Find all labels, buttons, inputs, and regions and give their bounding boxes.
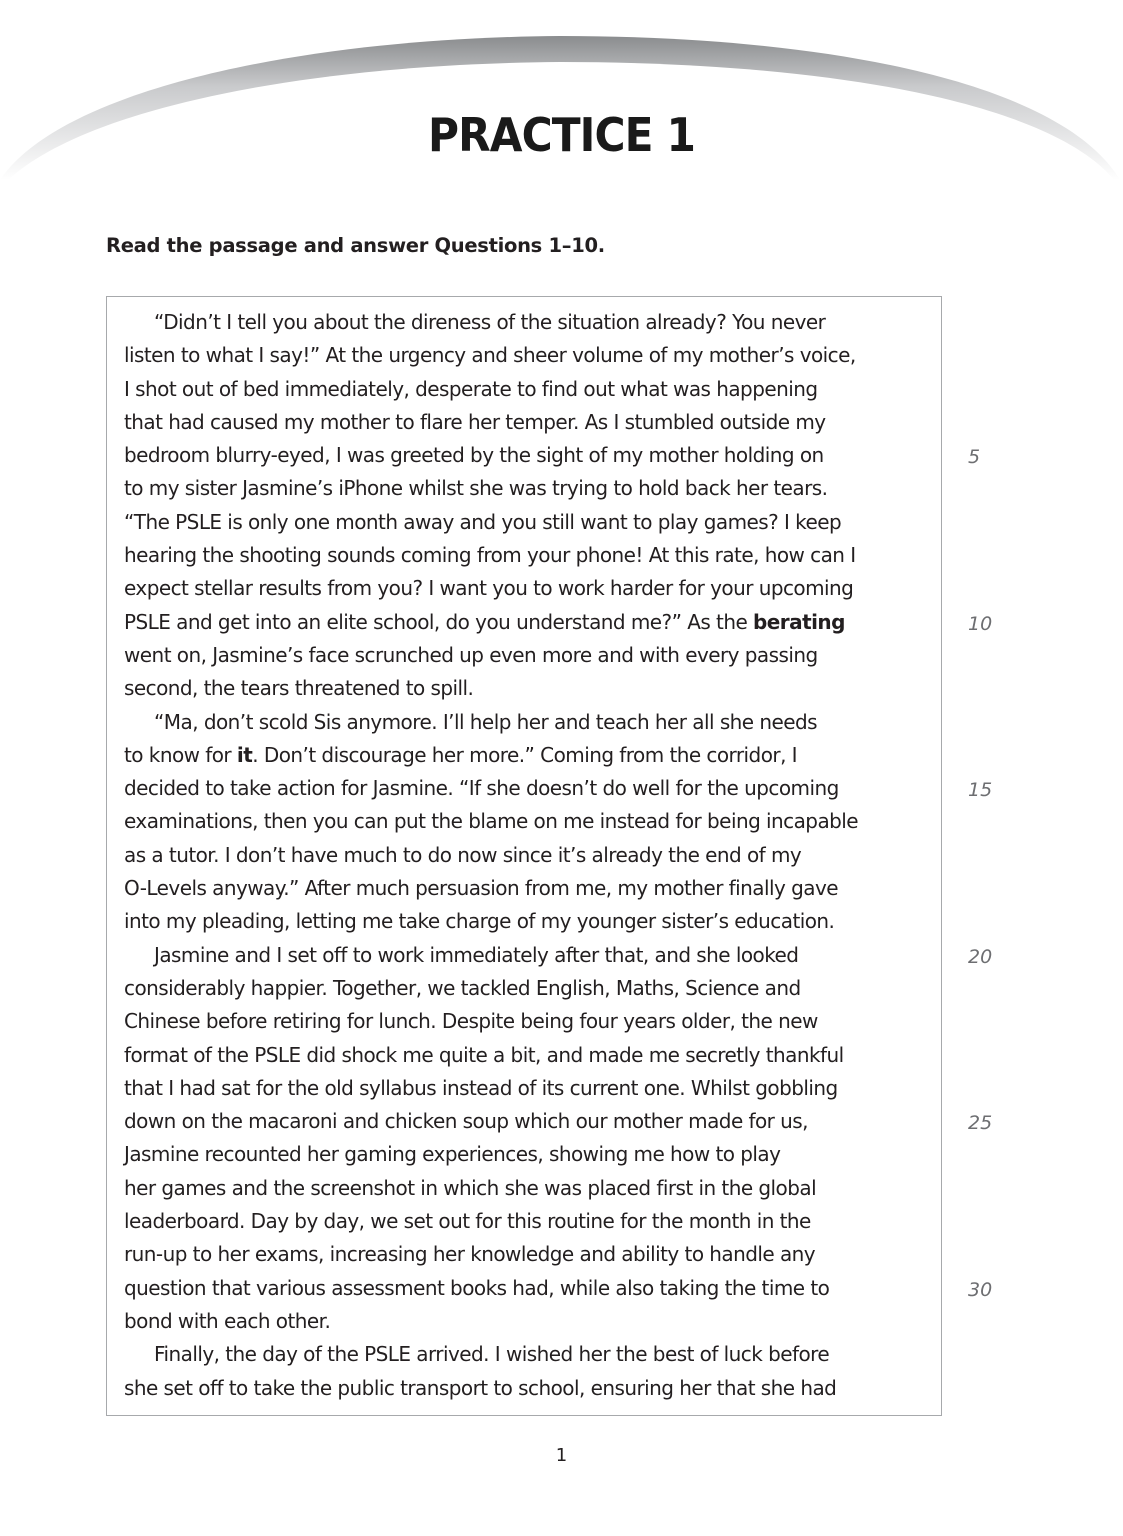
page-number: 1 xyxy=(555,1445,568,1466)
passage-line xyxy=(124,1138,934,1171)
page-title: PRACTICE 1 xyxy=(427,108,695,162)
line-text: bedroom blurry-eyed, I was greeted by the sight of my mother holding on xyxy=(124,443,824,468)
line-text: hearing the shooting sounds coming from your phone! At this rate, how can I xyxy=(124,543,856,568)
line-text: O-Levels anyway.” After much persuasion from me, my mother finally gave xyxy=(124,876,838,901)
passage-line xyxy=(124,1005,934,1038)
line-text: to my sister Jasmine’s iPhone whilst she was trying to hold back her tears. xyxy=(124,476,828,501)
line-number: 25 xyxy=(968,1112,993,1135)
passage-line xyxy=(124,1039,934,1072)
passage-line xyxy=(124,739,934,772)
line-number: 20 xyxy=(968,945,993,968)
passage-line xyxy=(124,373,934,406)
passage-line xyxy=(124,1338,934,1371)
passage-line xyxy=(124,1305,934,1338)
line-text: “Ma, don’t scold Sis anymore. I’ll help her and teach her all she needs xyxy=(154,709,818,734)
line-text: Finally, the day of the PSLE arrived. I wished her the best of luck before xyxy=(154,1342,830,1367)
line-text: Jasmine recounted her gaming experiences, showing me how to play xyxy=(124,1142,781,1167)
passage-line xyxy=(124,805,934,838)
bold-word: it xyxy=(236,742,253,767)
line-text: considerably happier. Together, we tackled English, Maths, Science and xyxy=(124,975,801,1000)
line-text: that had caused my mother to flare her temper. As I stumbled outside my xyxy=(124,409,826,434)
line-text: PSLE and get into an elite school, do you understand me?” As the xyxy=(124,609,754,634)
passage-line xyxy=(124,572,934,605)
passage-line xyxy=(124,972,934,1005)
passage-line xyxy=(124,706,934,739)
passage-line xyxy=(124,1172,934,1205)
passage-line xyxy=(124,672,934,705)
instruction-text: Read the passage and answer Questions 1–10. xyxy=(106,234,605,257)
line-text: as a tutor. I don’t have much to do now since it’s already the end of my xyxy=(124,842,802,867)
line-text: expect stellar results from you? I want you to work harder for your upcoming xyxy=(124,576,854,601)
line-text: bond with each other. xyxy=(124,1308,331,1333)
line-text: to know for xyxy=(124,742,237,767)
line-number: 30 xyxy=(968,1278,993,1301)
line-text: . Don’t discourage her more.” Coming from the corridor, I xyxy=(252,742,798,767)
line-text: run-up to her exams, increasing her knowledge and ability to handle any xyxy=(124,1242,816,1267)
line-text: that I had sat for the old syllabus instead of its current one. Whilst gobbling xyxy=(124,1075,838,1100)
passage-line xyxy=(124,506,934,539)
bold-word: berating xyxy=(753,609,845,634)
line-text: her games and the screenshot in which she was placed first in the global xyxy=(124,1175,817,1200)
line-text: format of the PSLE did shock me quite a bit, and made me secretly thankful xyxy=(124,1042,844,1067)
line-text: listen to what I say!” At the urgency and sheer volume of my mother’s voice, xyxy=(124,343,856,368)
line-number: 5 xyxy=(968,446,981,469)
passage-line xyxy=(124,306,934,339)
line-text: leaderboard. Day by day, we set out for this routine for the month in the xyxy=(124,1209,811,1234)
passage-line xyxy=(124,1105,934,1138)
line-text: Jasmine and I set off to work immediately after that, and she looked xyxy=(154,942,799,967)
passage-text xyxy=(124,306,934,1405)
passage-line xyxy=(124,339,934,372)
passage-line xyxy=(124,905,934,938)
passage-line xyxy=(124,939,934,972)
passage-line xyxy=(124,472,934,505)
line-text: into my pleading, letting me take charge of my younger sister’s education. xyxy=(124,909,835,934)
line-number: 15 xyxy=(968,779,993,802)
line-text: “The PSLE is only one month away and you still want to play games? I keep xyxy=(124,509,842,534)
passage-line xyxy=(124,406,934,439)
passage-line xyxy=(124,839,934,872)
line-text: Chinese before retiring for lunch. Despite being four years older, the new xyxy=(124,1009,818,1034)
passage-line xyxy=(124,1205,934,1238)
passage-line xyxy=(124,1272,934,1305)
passage-line xyxy=(124,539,934,572)
line-text: second, the tears threatened to spill. xyxy=(124,676,474,701)
line-text: she set off to take the public transport to school, ensuring her that she had xyxy=(124,1375,837,1400)
passage-line xyxy=(124,1238,934,1271)
passage-line xyxy=(124,772,934,805)
line-text: decided to take action for Jasmine. “If she doesn’t do well for the upcoming xyxy=(124,776,839,801)
line-text: question that various assessment books had, while also taking the time to xyxy=(124,1275,830,1300)
passage-line xyxy=(124,639,934,672)
passage-line xyxy=(124,872,934,905)
line-text: “Didn’t I tell you about the direness of the situation already? You never xyxy=(154,310,826,334)
line-number: 10 xyxy=(968,612,993,635)
line-text: down on the macaroni and chicken soup which our mother made for us, xyxy=(124,1109,808,1134)
passage-line xyxy=(124,606,934,639)
passage-line xyxy=(124,1072,934,1105)
line-text: I shot out of bed immediately, desperate to find out what was happening xyxy=(124,376,818,401)
line-text: went on, Jasmine’s face scrunched up even more and with every passing xyxy=(124,642,818,667)
line-text: examinations, then you can put the blame on me instead for being incapable xyxy=(124,809,859,834)
passage-line xyxy=(124,439,934,472)
passage-line xyxy=(124,1372,934,1405)
